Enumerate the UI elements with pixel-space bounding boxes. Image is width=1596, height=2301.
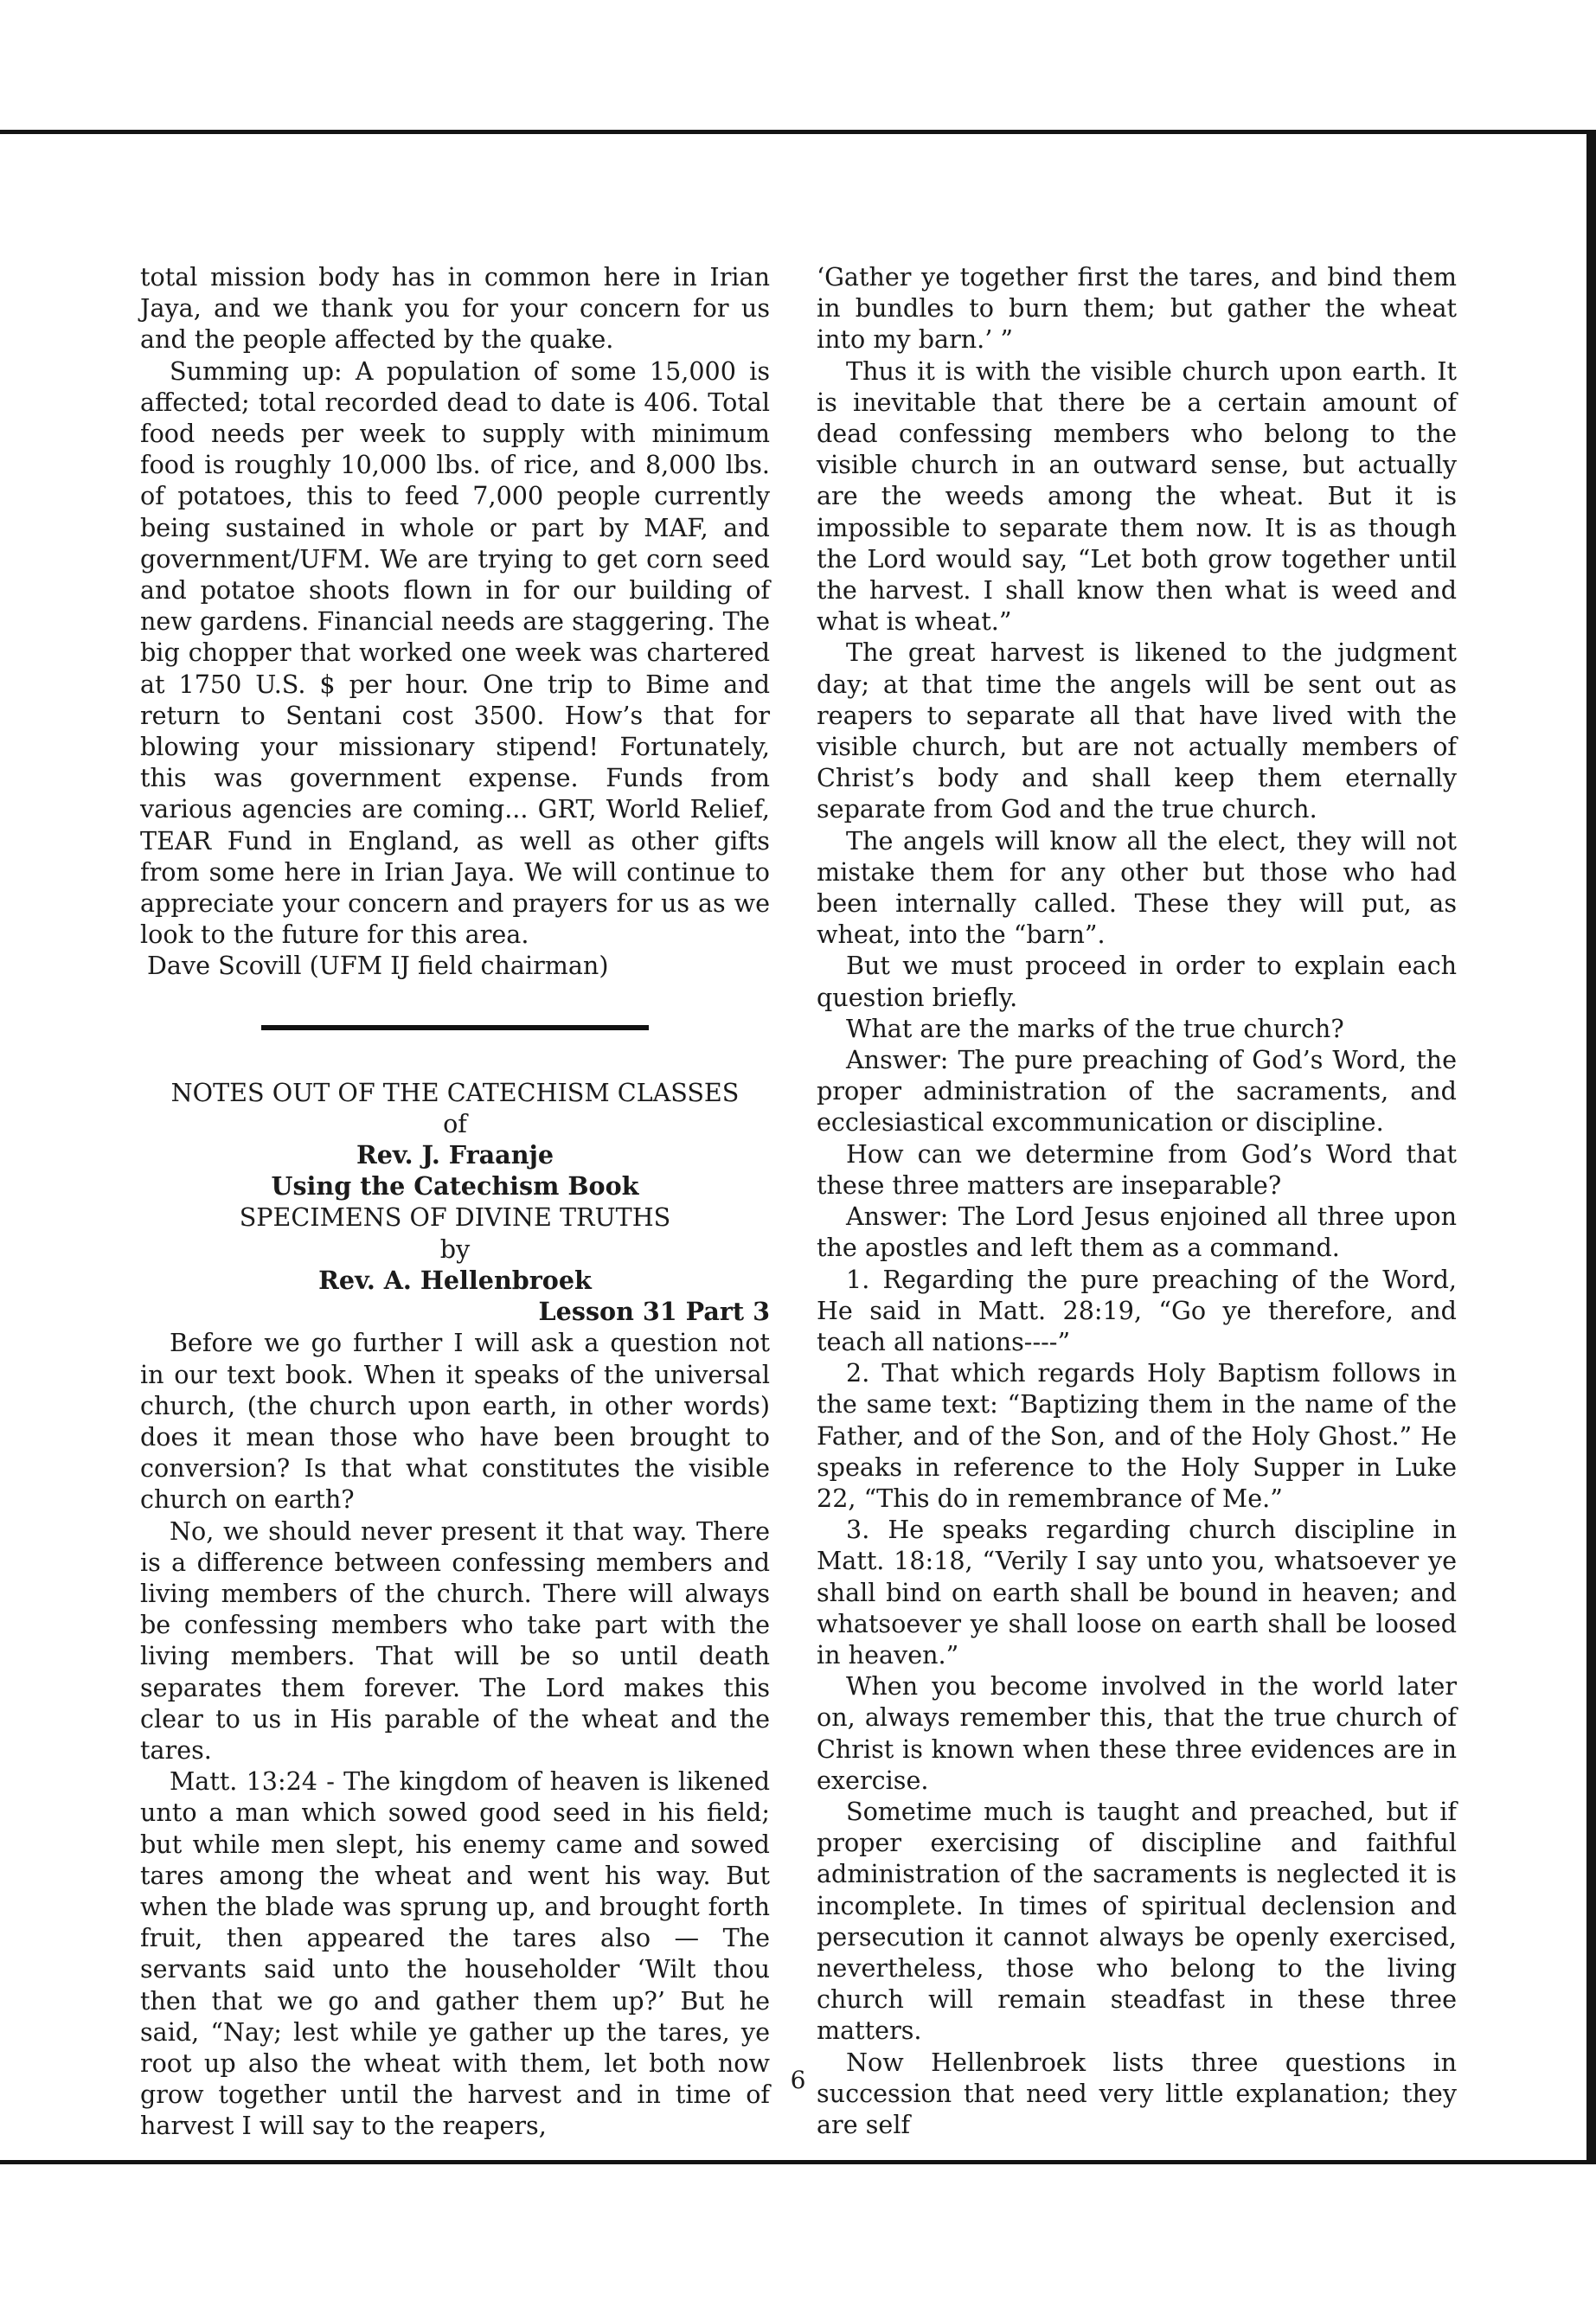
paragraph: Before we go further I will ask a question not in our text book. When it speaks of the universal church, (the church upon earth, in other words) does it mean those who have been brought to conversion? Is that what constitutes the visible church on earth?: [140, 1328, 770, 1515]
paragraph: 1. Regarding the pure preaching of the Word, He said in Matt. 28:19, “Go ye therefore, and teach all nations----”: [817, 1264, 1457, 1356]
paragraph: The great harvest is likened to the judgment day; at that time the angels will be sent out as reapers to separate all that have lived with the visible church, but are not actually members of Christ’s body and shall keep them eternally separate from God and the true church.: [817, 638, 1457, 824]
page-number: 6: [790, 2066, 806, 2094]
heading-line: Rev. J. Fraanje: [356, 1140, 554, 1170]
right-column: [817, 261, 1457, 2140]
page-border-bottom: [0, 2160, 1596, 2164]
heading-line: NOTES OUT OF THE CATECHISM CLASSES: [170, 1077, 740, 1107]
paragraph: Matt. 13:24 - The kingdom of heaven is likened unto a man which sowed good seed in his field; but while men slept, his enemy came and sowed tares among the wheat and went his way. But when the blade was sprung up, and brought forth fruit, then appeared the tares also — The servants said unto the householder ‘Wilt thou then that we go and gather them up?’ But he said, “Nay; lest while ye gather up the tares, ye root up also the wheat with them, let both now grow together until the harvest and in time of harvest I will say to the reapers,: [140, 1766, 770, 2141]
paragraph: ‘Gather ye together first the tares, and bind them in bundles to burn them; but gather the wheat into my barn.’ ”: [817, 262, 1457, 355]
paragraph: 2. That which regards Holy Baptism follows in the same text: “Baptizing them in the name of the Father, and of the Son, and of the Holy Ghost.” He speaks in reference to the Holy Supper in Luke 22, “This do in remembrance of Me.”: [817, 1358, 1457, 1513]
page-border-top: [0, 130, 1596, 134]
question: How can we determine from God’s Word that these three matters are inseparable?: [817, 1138, 1457, 1200]
heading-line: by: [439, 1234, 471, 1264]
paragraph: 3. He speaks regarding church discipline in Matt. 18:18, “Verily I say unto you, whatsoever ye shall bind on earth shall be bound in heaven; and whatsoever ye shall loose on earth shall be loosed in heaven.”: [817, 1515, 1457, 1670]
paragraph: No, we should never present it that way. There is a difference between confessing members and living members of the church. There will always be confessing members who take part with the living members. That will be so until death separates them forever. The Lord makes this clear to us in His parable of the wheat and the tares.: [140, 1516, 770, 1765]
answer: Answer: The Lord Jesus enjoined all three upon the apostles and left them as a command.: [817, 1202, 1457, 1263]
paragraph: total mission body has in common here in Irian Jaya, and we thank you for your concern for us and the people affected by the quake.: [140, 262, 770, 355]
paragraph: Thus it is with the visible church upon earth. It is inevitable that there be a certain amount of dead confessing members who belong to the visible church in an outward sense, but actually are the weeds among the wheat. But it is impossible to separate them now. It is as though the Lord would say, “Let both grow together until the harvest. I shall know then what is weed and what is wheat.”: [817, 356, 1457, 637]
paragraph: The angels will know all the elect, they will not mistake them for any other but those who had been internally called. These they will put, as wheat, into the “barn”.: [817, 825, 1457, 950]
heading-line: of: [443, 1108, 467, 1138]
answer: Answer: The pure preaching of God’s Word, the proper administration of the sacraments, and ecclesiastical excommunication or discipline.: [817, 1045, 1457, 1138]
lesson-label: Lesson 31 Part 3: [538, 1297, 770, 1327]
paragraph: But we must proceed in order to explain each question briefly.: [817, 951, 1457, 1012]
section-divider: [261, 1025, 649, 1030]
paragraph: When you become involved in the world later on, always remember this, that the true church of Christ is known when these three evidences are in exercise.: [817, 1671, 1457, 1795]
question: What are the marks of the true church?: [846, 1013, 1344, 1043]
article-heading: [140, 1077, 770, 1296]
paragraph: Summing up: A population of some 15,000 is affected; total recorded dead to date is 406. Total food needs per week to supply with minimum food is roughly 10,000 lbs. of rice, and 8,000 lbs. of potatoes, this to feed 7,000 people currently being sustained in whole or part by MAF, and government/UFM. We are trying to get corn seed and potatoe shoots flown in for our building of new gardens. Financial needs are staggering. The big chopper that worked one week was chartered at 1750 U.S. $ per hour. One trip to Bime and return to Sentani cost 3500. How’s that for blowing your missionary stipend! Fortunately, this was government expense. Funds from various agencies are coming... GRT, World Relief, TEAR Fund in England, as well as other gifts from some here in Irian Jaya. We will continue to appreciate your concern and prayers for us as we look to the future for this area.: [140, 356, 770, 950]
signature: Dave Scovill (UFM IJ field chairman): [147, 951, 609, 981]
heading-line: Using the Catechism Book: [271, 1171, 639, 1202]
left-column: [140, 261, 770, 2142]
heading-line: Rev. A. Hellenbroek: [318, 1265, 592, 1295]
page-border-right: [1586, 130, 1596, 2164]
paragraph: Now Hellenbroek lists three questions in succession that need very little explanation; they are self: [817, 2047, 1457, 2139]
heading-line: SPECIMENS OF DIVINE TRUTHS: [239, 1202, 671, 1233]
paragraph: Sometime much is taught and preached, but if proper exercising of discipline and faithful administration of the sacraments is neglected it is incomplete. In times of spiritual declension and persecution it cannot always be openly exercised, nevertheless, those who belong to the living church will remain steadfast in these three matters.: [817, 1796, 1457, 2046]
